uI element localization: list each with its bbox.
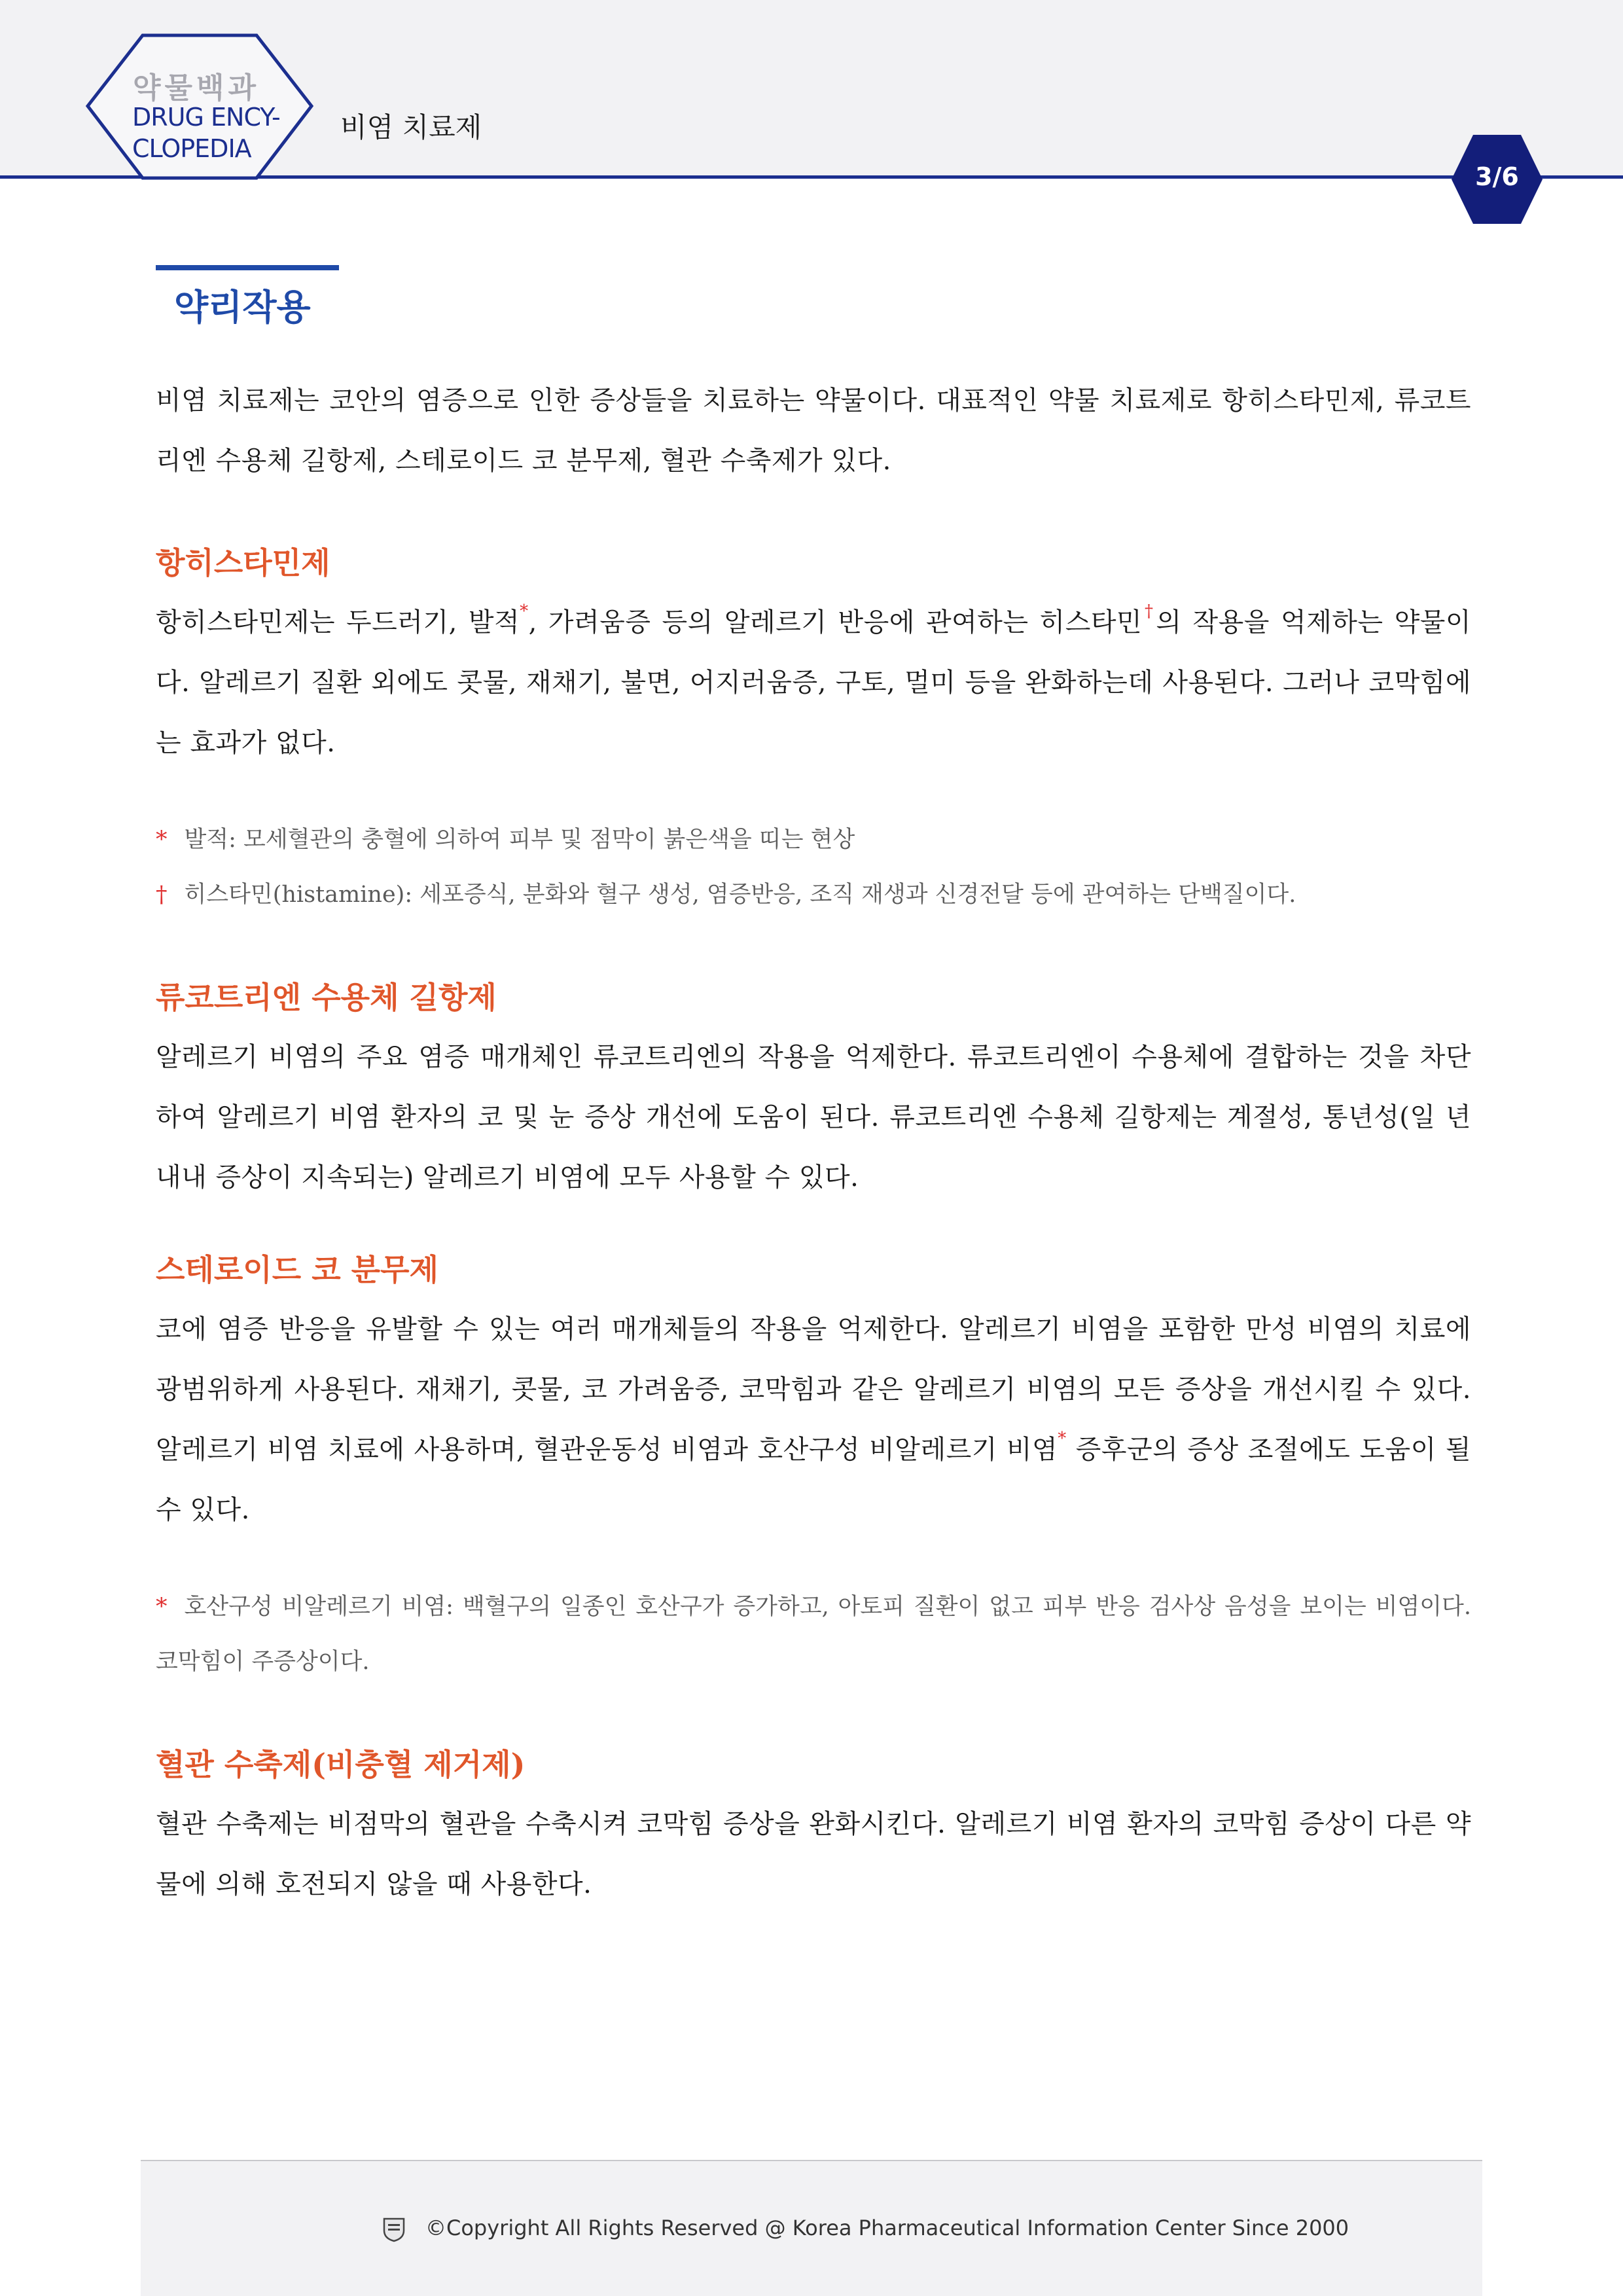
intro-paragraph: 비염 치료제는 코안의 염증으로 인한 증상들을 치료하는 약물이다. 대표적인 약물 치료제로 항히스타민제, 류코트리엔 수용체 길항제, 스테로이드 코 분무제, 혈관 수축제가 있다. xyxy=(156,386,1471,476)
footnote-mark: * xyxy=(156,1594,168,1620)
footnote-mark: * xyxy=(156,827,168,853)
logo-korean: 약물백과 xyxy=(132,71,260,105)
leukotriene-paragraph: 알레르기 비염의 주요 염증 매개체인 류코트리엔의 작용을 억제한다. 류코트리엔이 수용체에 결합하는 것을 차단하여 알레르기 비염 환자의 코 및 눈 증상 개선에 도움이 된다. 류코트리엔 수용체 길항제는 계절성, 통년성(일 년 내내 증상이 지속되는) 알레르기 비염에 모두 사용할 수 있다. xyxy=(156,1042,1471,1193)
antihistamine-text-a: 항히스타민제는 두드러기, 발적 xyxy=(156,607,520,637)
footnote-text: 호산구성 비알레르기 비염: 백혈구의 일종인 호산구가 증가하고, 아토피 질환이 없고 피부 반응 검사상 음성을 보이는 비염이다. 코막힘이 주증상이다. xyxy=(156,1594,1471,1675)
footnote xyxy=(156,812,1471,867)
page-indicator: 3/6 xyxy=(1475,162,1519,191)
footnote-text: 발적: 모세혈관의 충혈에 의하여 피부 및 점막이 붉은색을 띠는 현상 xyxy=(184,827,855,853)
decongestant-title: 혈관 수축제(비충혈 제거제) xyxy=(156,1747,526,1782)
document-title: 비염 치료제 xyxy=(340,111,482,143)
steroid-title: 스테로이드 코 분무제 xyxy=(156,1252,438,1287)
steroid-paragraph xyxy=(156,1299,1471,1540)
section-title-bar xyxy=(156,265,339,270)
antihistamine-paragraph xyxy=(156,592,1471,773)
footnote-ref-dagger: † xyxy=(1142,601,1156,621)
main-content xyxy=(156,265,1471,1914)
antihistamine-text-c: 의 작용을 억제하는 약물이다. 알레르기 질환 외에도 콧물, 재채기, 불면, 어지러움증, 구토, 멀미 등을 완화하는데 사용된다. 그러나 코막힘에는 효과가 없다. xyxy=(156,607,1472,758)
footnote-ref-asterisk: * xyxy=(1058,1429,1067,1448)
logo-english xyxy=(132,101,280,164)
antihistamine-text-b: , 가려움증 등의 알레르기 반응에 관여하는 히스타민 xyxy=(528,607,1143,637)
copyright-text: ©Copyright All Rights Reserved @ Korea Pharmaceutical Information Center Since 2000 xyxy=(425,2215,1349,2240)
footnote-text: 히스타민(histamine): 세포증식, 분화와 혈구 생성, 염증반응, 조직 재생과 신경전달 등에 관여하는 단백질이다. xyxy=(184,882,1296,908)
steroid-text-b: 증후군의 증상 조절에도 도움이 될 수 있다. xyxy=(156,1435,1471,1525)
footnote xyxy=(156,1579,1471,1689)
footnote-ref-asterisk: * xyxy=(520,601,529,621)
antihistamine-title: 항히스타민제 xyxy=(156,545,330,581)
leukotriene-title: 류코트리엔 수용체 길항제 xyxy=(156,980,497,1015)
footnote-mark: † xyxy=(156,882,168,908)
steroid-text-a: 코에 염증 반응을 유발할 수 있는 여러 매개체들의 작용을 억제한다. 알레르기 비염을 포함한 만성 비염의 치료에 광범위하게 사용된다. 재채기, 콧물, 코 가려움증, 코막힘과 같은 알레르기 비염의 모든 증상을 개선시킬 수 있다. 알레르기 비염 치료에 사용하며, 혈관운동성 비염과 호산구성 비알레르기 비염 xyxy=(156,1314,1471,1465)
kpic-emblem-icon xyxy=(383,2216,405,2242)
section-title: 약리작용 xyxy=(174,287,311,328)
logo-english-line1: DRUG ENCY- xyxy=(132,103,280,132)
decongestant-paragraph: 혈관 수축제는 비점막의 혈관을 수축시켜 코막힘 증상을 완화시킨다. 알레르기 비염 환자의 코막힘 증상이 다른 약물에 의해 호전되지 않을 때 사용한다. xyxy=(156,1809,1471,1899)
footnote xyxy=(156,867,1471,922)
logo-english-line2: CLOPEDIA xyxy=(132,134,251,163)
